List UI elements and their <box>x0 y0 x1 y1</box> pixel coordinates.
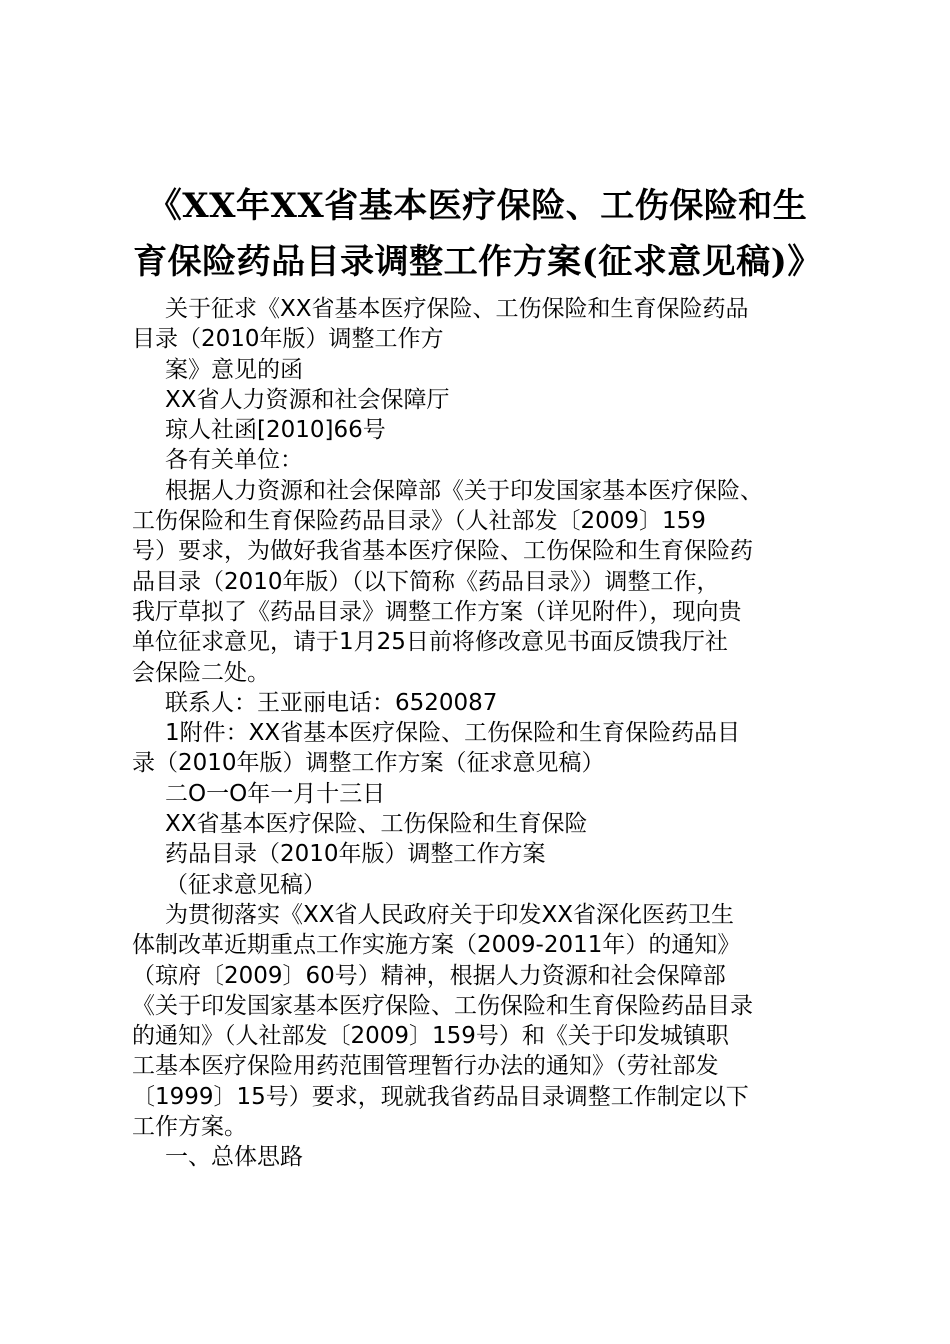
text-line: 根据人力资源和社会保障部《关于印发国家基本医疗保险、 <box>165 477 763 504</box>
paragraph <box>132 385 832 415</box>
text-line: 我厅草拟了《药品目录》调整工作方案（详见附件），现向贵 <box>132 598 742 625</box>
text-line: 二O一O年一月十三日 <box>165 780 386 807</box>
text-line: 琼人社函[2010]66号 <box>165 417 386 444</box>
text-line: 联系人：王亚丽电话：6520087 <box>165 689 498 716</box>
paragraph <box>132 445 832 475</box>
text-line: 号）要求，为做好我省基本医疗保险、工伤保险和生育保险药 <box>132 538 753 565</box>
document-body <box>132 294 832 1173</box>
paragraph <box>132 809 832 839</box>
paragraph <box>132 294 832 355</box>
document-title <box>120 178 835 290</box>
title-line: 育保险药品目录调整工作方案(征求意见稿)》 <box>133 242 822 282</box>
text-line: 录（2010年版）调整工作方案（征求意见稿） <box>132 750 605 777</box>
text-line: 各有关单位： <box>165 447 303 474</box>
section-heading: 一、总体思路 <box>165 1144 303 1171</box>
text-line: （琼府〔2009〕60号）精神，根据人力资源和社会保障部 <box>132 962 726 989</box>
text-line: 工基本医疗保险用药范围管理暂行办法的通知》（劳社部发 <box>132 1053 719 1080</box>
text-line: 关于征求《XX省基本医疗保险、工伤保险和生育保险药品 <box>165 296 749 322</box>
text-line: 单位征求意见，请于1月25日前将修改意见书面反馈我厅社 <box>132 629 728 656</box>
text-line: 工伤保险和生育保险药品目录》（人社部发〔2009〕159 <box>132 508 706 535</box>
paragraph <box>132 1142 832 1172</box>
text-line: 的通知》（人社部发〔2009〕159号）和《关于印发城镇职 <box>132 1023 729 1050</box>
title-line: 《XX年XX省基本医疗保险、工伤保险和生 <box>147 186 808 226</box>
text-line: （征求意见稿） <box>165 871 326 898</box>
text-line: XX省基本医疗保险、工伤保险和生育保险 <box>165 811 588 838</box>
text-line: 工作方案。 <box>132 1114 247 1141</box>
text-line: 药品目录（2010年版）调整工作方案 <box>165 841 546 868</box>
text-line: XX省人力资源和社会保障厅 <box>165 386 450 413</box>
text-line: 《关于印发国家基本医疗保险、工伤保险和生育保险药品目录 <box>132 992 753 1019</box>
paragraph <box>132 870 832 900</box>
text-line: 为贯彻落实《XX省人民政府关于印发XX省深化医药卫生 <box>165 901 735 928</box>
paragraph <box>132 900 832 1142</box>
text-line: 体制改革近期重点工作实施方案（2009-2011年）的通知》 <box>132 932 741 959</box>
paragraph <box>132 718 832 779</box>
text-line: 案》意见的函 <box>165 356 303 383</box>
paragraph <box>132 415 832 445</box>
paragraph <box>132 688 832 718</box>
paragraph <box>132 355 832 385</box>
paragraph <box>132 779 832 809</box>
text-line: 〔1999〕15号）要求，现就我省药品目录调整工作制定以下 <box>132 1083 749 1110</box>
text-line: 会保险二处。 <box>132 659 270 686</box>
text-line: 1附件：XX省基本医疗保险、工伤保险和生育保险药品目 <box>165 720 741 747</box>
text-line: 品目录（2010年版）（以下简称《药品目录》）调整工作， <box>132 568 720 595</box>
paragraph <box>132 476 832 688</box>
paragraph <box>132 839 832 869</box>
text-line: 目录（2010年版）调整工作方 <box>132 326 444 353</box>
